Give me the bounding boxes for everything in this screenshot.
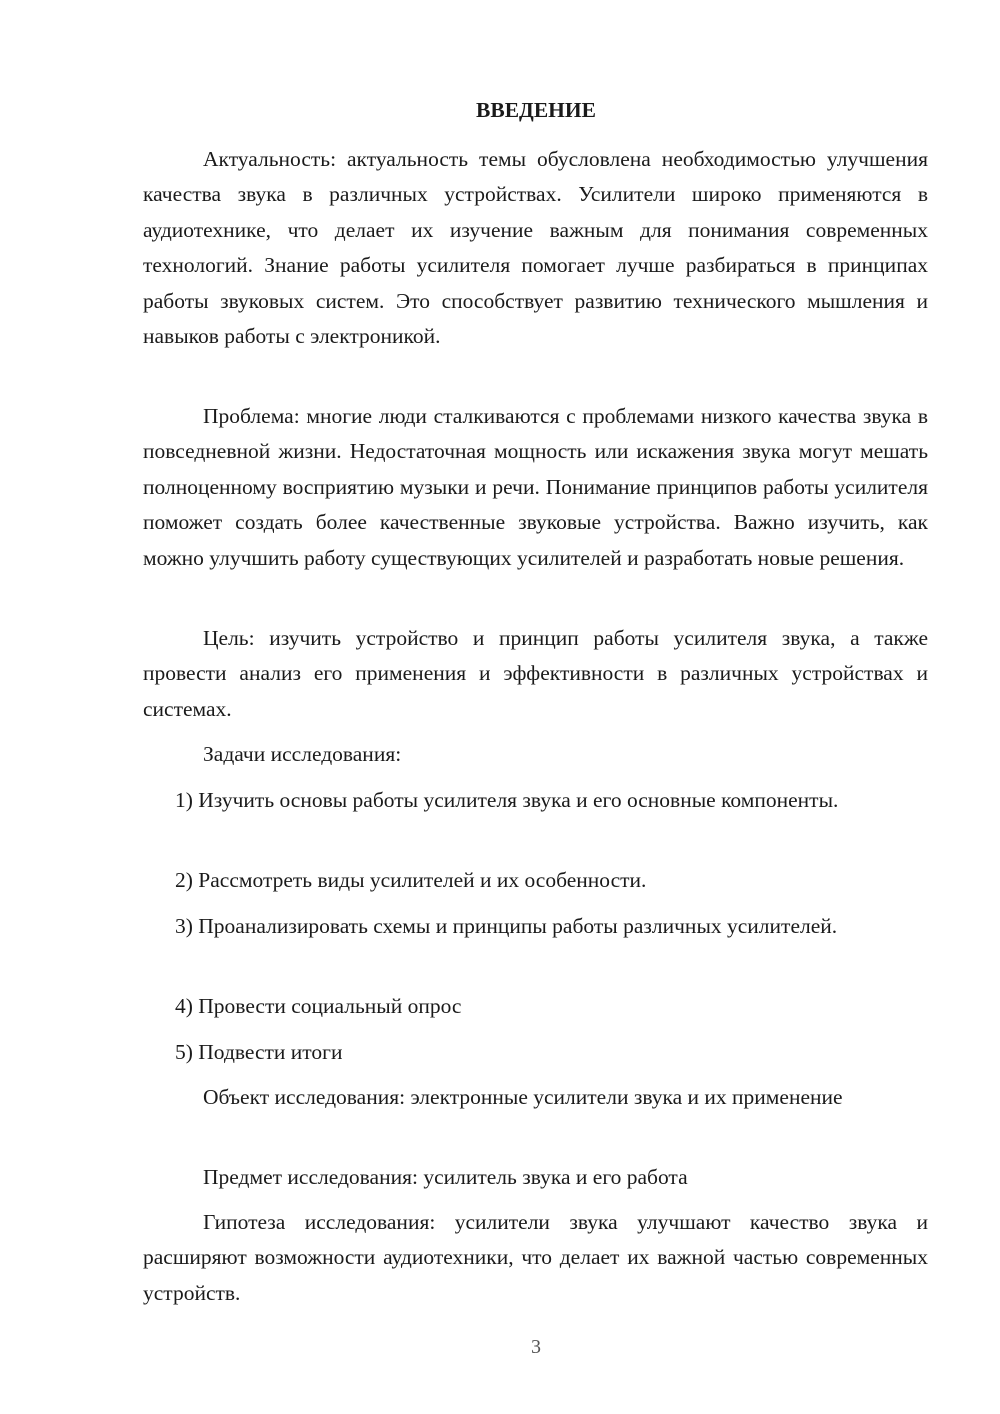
object-paragraph: Объект исследования: электронные усилители звука и их применение: [203, 1085, 843, 1109]
problem-paragraph: Проблема: многие люди сталкиваются с проблемами низкого качества звука в повседневной жизни. Недостаточная мощность или искажения звука могут мешать полноценному восприятию музыки и речи. Понимание принципов работы усилителя поможет создать более качественные звуковые устройства. Важно изучить, как можно улучшить работу существующих усилителей и разработать новые решения.: [143, 404, 928, 570]
task-item-2: 2) Рассмотреть виды усилителей и их особенности.: [175, 868, 647, 892]
tasks-heading: Задачи исследования:: [203, 742, 402, 766]
subject-paragraph: Предмет исследования: усилитель звука и его работа: [203, 1165, 688, 1189]
task-item-3: 3) Проанализировать схемы и принципы работы различных усилителей.: [175, 914, 838, 938]
page-number: 3: [531, 1336, 541, 1358]
task-item-4: 4) Провести социальный опрос: [175, 994, 462, 1018]
relevance-paragraph: Актуальность: актуальность темы обусловлена необходимостью улучшения качества звука в различных устройствах. Усилители широко применяются в аудиотехнике, что делает их изучение важным для понимания современных технологий. Знание работы усилителя помогает лучше разбираться в принципах работы звуковых систем. Это способствует развитию технического мышления и навыков работы с электроникой.: [143, 147, 928, 349]
task-item-5: 5) Подвести итоги: [175, 1040, 343, 1064]
task-item-1: 1) Изучить основы работы усилителя звука и его основные компоненты.: [175, 788, 839, 812]
hypothesis-paragraph: Гипотеза исследования: усилители звука улучшают качество звука и расширяют возможности аудиотехники, что делает их важной частью современных устройств.: [143, 1210, 928, 1305]
goal-paragraph: Цель: изучить устройство и принцип работы усилителя звука, а также провести анализ его применения и эффективности в различных устройствах и системах.: [143, 626, 928, 721]
page-title: ВВЕДЕНИЕ: [476, 98, 596, 122]
